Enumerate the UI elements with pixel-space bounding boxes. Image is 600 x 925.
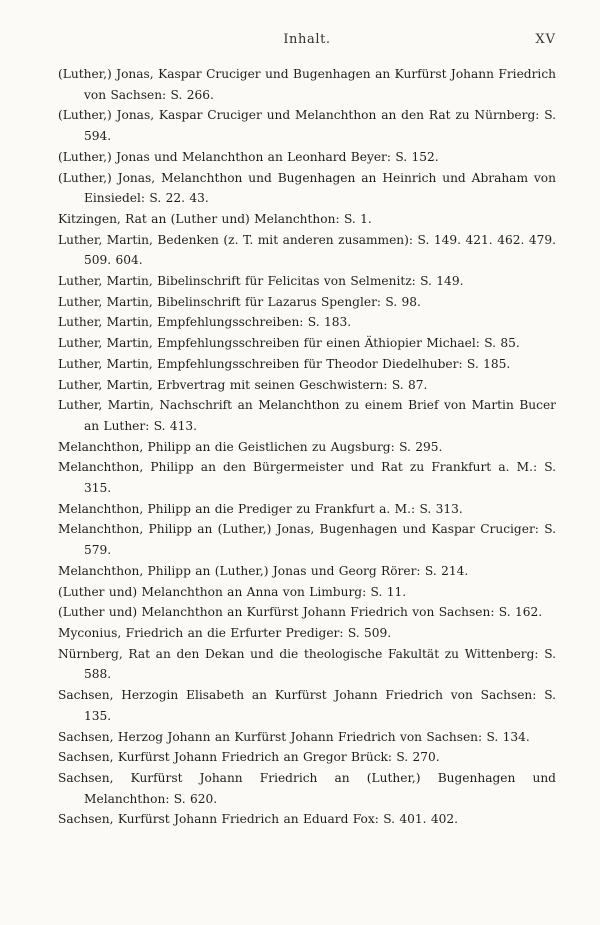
contents-entry: Sachsen, Kurfürst Johann Friedrich an Gregor Brück: S. 270.: [58, 750, 440, 765]
contents-entry: (Luther,) Jonas, Kaspar Cruciger und Melanchthon an den Rat zu Nürnberg: S. 594.: [58, 108, 556, 144]
contents-entry: Melanchthon, Philipp an die Geistlichen zu Augsburg: S. 295.: [58, 439, 443, 454]
contents-entry: (Luther und) Melanchthon an Anna von Limburg: S. 11.: [58, 584, 407, 599]
contents-entry: (Luther und) Melanchthon an Kurfürst Johann Friedrich von Sachsen: S. 162.: [58, 605, 543, 620]
contents-entry: Melanchthon, Philipp an die Prediger zu Frankfurt a. M.: S. 313.: [58, 501, 463, 516]
contents-list: [58, 64, 556, 830]
contents-entry: Luther, Martin, Nachschrift an Melanchthon zu einem Brief von Martin Bucer an Luther: S. 413.: [58, 398, 556, 433]
contents-entry: Nürnberg, Rat an den Dekan und die theologische Fakultät zu Wittenberg: S. 588.: [58, 646, 556, 682]
contents-entry: Myconius, Friedrich an die Erfurter Prediger: S. 509.: [58, 625, 392, 640]
contents-entry: Luther, Martin, Empfehlungsschreiben für einen Äthiopier Michael: S. 85.: [58, 336, 520, 351]
page-number: XV: [535, 32, 556, 47]
contents-entry: Sachsen, Herzog Johann an Kurfürst Johann Friedrich von Sachsen: S. 134.: [58, 729, 530, 744]
contents-entry: Luther, Martin, Bibelinschrift für Felicitas von Selmenitz: S. 149.: [58, 274, 464, 289]
contents-entry: Luther, Martin, Erbvertrag mit seinen Geschwistern: S. 87.: [58, 377, 428, 392]
contents-entry: Sachsen, Herzogin Elisabeth an Kurfürst Johann Friedrich von Sachsen: S. 135.: [58, 688, 556, 723]
contents-entry: (Luther,) Jonas, Melanchthon und Bugenhagen an Heinrich und Abraham von Einsiedel: S. 22. 43.: [58, 170, 556, 206]
contents-entry: Kitzingen, Rat an (Luther und) Melanchthon: S. 1.: [58, 211, 372, 226]
contents-entry: (Luther,) Jonas, Kaspar Cruciger und Bugenhagen an Kurfürst Johann Friedrich von Sachsen: S. 266.: [58, 67, 556, 102]
contents-entry: Melanchthon, Philipp an den Bürgermeister und Rat zu Frankfurt a. M.: S. 315.: [58, 460, 556, 496]
contents-entry: Luther, Martin, Empfehlungsschreiben: S. 183.: [58, 315, 352, 330]
contents-entry: Luther, Martin, Empfehlungsschreiben für Theodor Diedelhuber: S. 185.: [58, 356, 511, 371]
contents-entry: Melanchthon, Philipp an (Luther,) Jonas, Bugenhagen und Kaspar Cruciger: S. 579.: [58, 522, 556, 558]
contents-entry: Sachsen, Kurfürst Johann Friedrich an (Luther,) Bugenhagen und Melanchthon: S. 620.: [58, 770, 556, 806]
contents-entry: Sachsen, Kurfürst Johann Friedrich an Eduard Fox: S. 401. 402.: [58, 812, 459, 827]
contents-entry: Melanchthon, Philipp an (Luther,) Jonas und Georg Rörer: S. 214.: [58, 563, 469, 578]
running-header: [58, 32, 556, 52]
running-title: Inhalt.: [283, 32, 331, 47]
contents-entry: Luther, Martin, Bedenken (z. T. mit anderen zusammen): S. 149. 421. 462. 479. 509. 604.: [58, 232, 556, 268]
contents-entry: Luther, Martin, Bibelinschrift für Lazarus Spengler: S. 98.: [58, 294, 421, 309]
contents-entry: (Luther,) Jonas und Melanchthon an Leonhard Beyer: S. 152.: [58, 149, 439, 164]
